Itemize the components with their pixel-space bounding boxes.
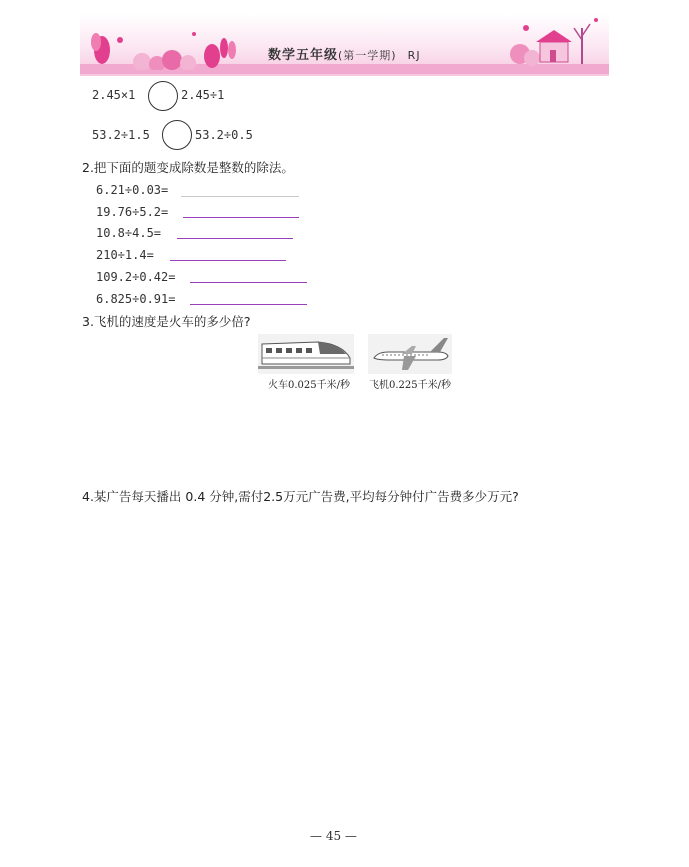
q2-answer-line-3[interactable]: [177, 238, 293, 239]
airplane-icon: [368, 334, 452, 374]
q2-answer-line-1[interactable]: [181, 196, 299, 197]
q2-answer-line-4[interactable]: [170, 260, 286, 261]
question-4-title: 4.某广告每天播出 0.4 分钟,需付2.5万元广告费,平均每分钟付广告费多少万元?: [82, 489, 519, 504]
q2-item-4: 210÷1.4=: [96, 248, 154, 262]
title-main: 数学五年级: [268, 48, 339, 63]
house-decoration-icon: [500, 14, 605, 69]
question-2-title: 2.把下面的题变成除数是整数的除法。: [82, 160, 294, 175]
question-3-title: 3.飞机的速度是火车的多少倍?: [82, 314, 251, 329]
comparison-left-2: 53.2÷1.5: [92, 128, 150, 142]
flower-decoration-icon: [82, 20, 252, 70]
plane-speed-label: 飞机0.225千米/秒: [369, 380, 451, 391]
title-subtitle: (第一学期): [338, 49, 397, 62]
q2-item-1: 6.21÷0.03=: [96, 183, 169, 197]
q2-item-5: 109.2÷0.42=: [96, 270, 176, 284]
page-title: [268, 44, 421, 63]
q2-item-6: 6.825÷0.91=: [96, 292, 176, 306]
comparison-left-1: 2.45×1: [92, 88, 136, 102]
train-speed-label: 火车0.025千米/秒: [268, 380, 350, 391]
comparison-answer-circle-1[interactable]: [148, 81, 178, 111]
comparison-right-2: 53.2÷0.5: [195, 128, 253, 142]
comparison-right-1: 2.45÷1: [181, 88, 225, 102]
q2-answer-line-5[interactable]: [190, 282, 307, 283]
q2-item-2: 19.76÷5.2=: [96, 205, 169, 219]
title-edition: RJ: [407, 49, 421, 62]
train-icon: [258, 334, 354, 374]
q2-answer-line-6[interactable]: [190, 304, 307, 305]
page-number: — 45 —: [310, 829, 357, 843]
q2-item-3: 10.8÷4.5=: [96, 226, 162, 240]
q2-answer-line-2[interactable]: [183, 217, 299, 218]
comparison-answer-circle-2[interactable]: [162, 120, 192, 150]
